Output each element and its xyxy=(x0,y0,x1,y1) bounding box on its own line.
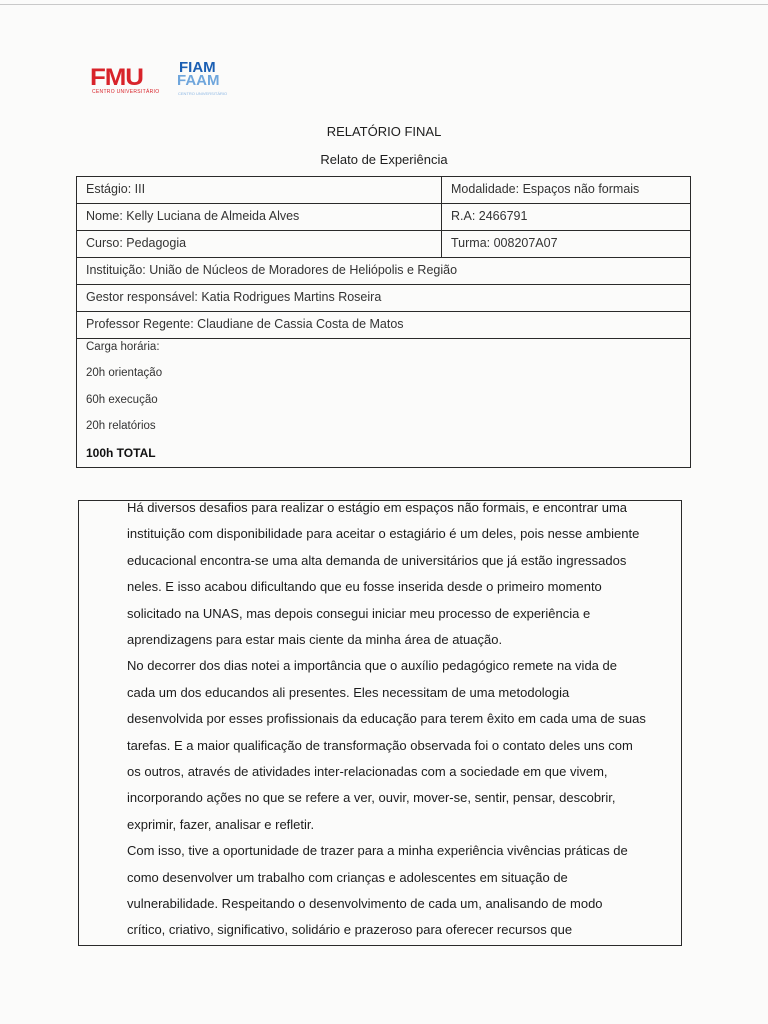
text-line: os outros, através de atividades inter-relacionadas com a sociedade em que vivem, xyxy=(127,764,608,779)
text-line: aprendizagens para estar mais ciente da minha área de atuação. xyxy=(127,632,503,647)
carga-line-relatorios: 20h relatórios xyxy=(86,420,156,432)
estagio-cell: Estágio: III xyxy=(86,182,146,196)
text-line: incorporando ações no que se refere a ver, ouvir, mover-se, sentir, pensar, descobrir, xyxy=(127,790,616,806)
text-line: neles. E isso acabou dificultando que eu fosse inserida desde o primeiro momento xyxy=(127,579,602,595)
table-row xyxy=(77,258,690,285)
table-row xyxy=(77,177,690,204)
fmu-logo: FMU xyxy=(90,64,143,91)
text-line: solicitado na UNAS, mas depois consegui iniciar meu processo de experiência e xyxy=(127,605,591,621)
fmu-logo-subtitle: CENTRO UNIVERSITÁRIO xyxy=(92,89,160,95)
text-line: instituição com disponibilidade para aceitar o estagiário é um deles, pois nesse ambiente xyxy=(127,526,640,542)
fiam-faam-logo-subtitle: CENTRO UNIVERSITÁRIO xyxy=(178,91,228,96)
text-line: Com isso, tive a oportunidade de trazer para a minha experiência vivências práticas de xyxy=(127,843,628,859)
modalidade-cell: Modalidade: Espaços não formais xyxy=(441,177,692,203)
text-line: crítico, criativo, significativo, solidário e prazeroso para oferecer recursos que xyxy=(127,922,573,938)
curso-cell: Curso: Pedagogia xyxy=(86,236,187,250)
text-line: vulnerabilidade. Respeitando o desenvolvimento de cada um, analisando de modo xyxy=(127,896,603,911)
text-line: desenvolvida por esses profissionais da educação para terem êxito em cada uma de suas xyxy=(127,711,646,727)
carga-line-orientacao: 20h orientação xyxy=(86,367,163,379)
carga-line-execucao: 60h execução xyxy=(86,394,158,406)
table-row xyxy=(77,312,690,339)
professor-cell: Professor Regente: Claudiane de Cassia Costa de Matos xyxy=(86,317,404,331)
carga-horaria-label: Carga horária: xyxy=(86,341,160,353)
text-line: Há diversos desafios para realizar o estágio em espaços não formais, e encontrar uma xyxy=(127,500,628,515)
table-row xyxy=(77,204,690,231)
text-line: cada um dos educandos ali presentes. Eles necessitam de uma metodologia xyxy=(127,684,570,700)
carga-horaria-row xyxy=(77,339,690,467)
info-table xyxy=(76,176,691,468)
text-line: como desenvolver um trabalho com crianças e adolescentes em situação de xyxy=(127,869,568,885)
fiam-logo: FIAM xyxy=(179,59,216,76)
text-line: educacional encontra-se uma alta demanda de universitários que já estão ingressados xyxy=(127,552,627,568)
instituicao-cell: Instituição: União de Núcleos de Moradores de Heliópolis e Região xyxy=(86,263,458,277)
text-line: tarefas. E a maior qualificação de transformação observada foi o contato deles uns com xyxy=(127,737,633,753)
gestor-cell: Gestor responsável: Katia Rodrigues Martins Roseira xyxy=(86,290,382,304)
turma-cell: Turma: 008207A07 xyxy=(441,231,692,257)
page-edge-line xyxy=(0,4,768,5)
table-row xyxy=(77,231,690,258)
table-row xyxy=(77,285,690,312)
text-line: No decorrer dos dias notei a importância que o auxílio pedagógico remete na vida de xyxy=(127,658,617,674)
nome-cell: Nome: Kelly Luciana de Almeida Alves xyxy=(86,209,300,223)
carga-total: 100h TOTAL xyxy=(86,446,156,460)
text-line: exprimir, fazer, analisar e refletir. xyxy=(127,816,315,832)
faam-logo: FAAM xyxy=(177,72,220,89)
ra-cell: R.A: 2466791 xyxy=(441,204,692,230)
report-title: RELATÓRIO FINAL xyxy=(326,124,442,139)
institution-logos xyxy=(90,59,250,102)
report-subtitle: Relato de Experiência xyxy=(320,152,448,167)
